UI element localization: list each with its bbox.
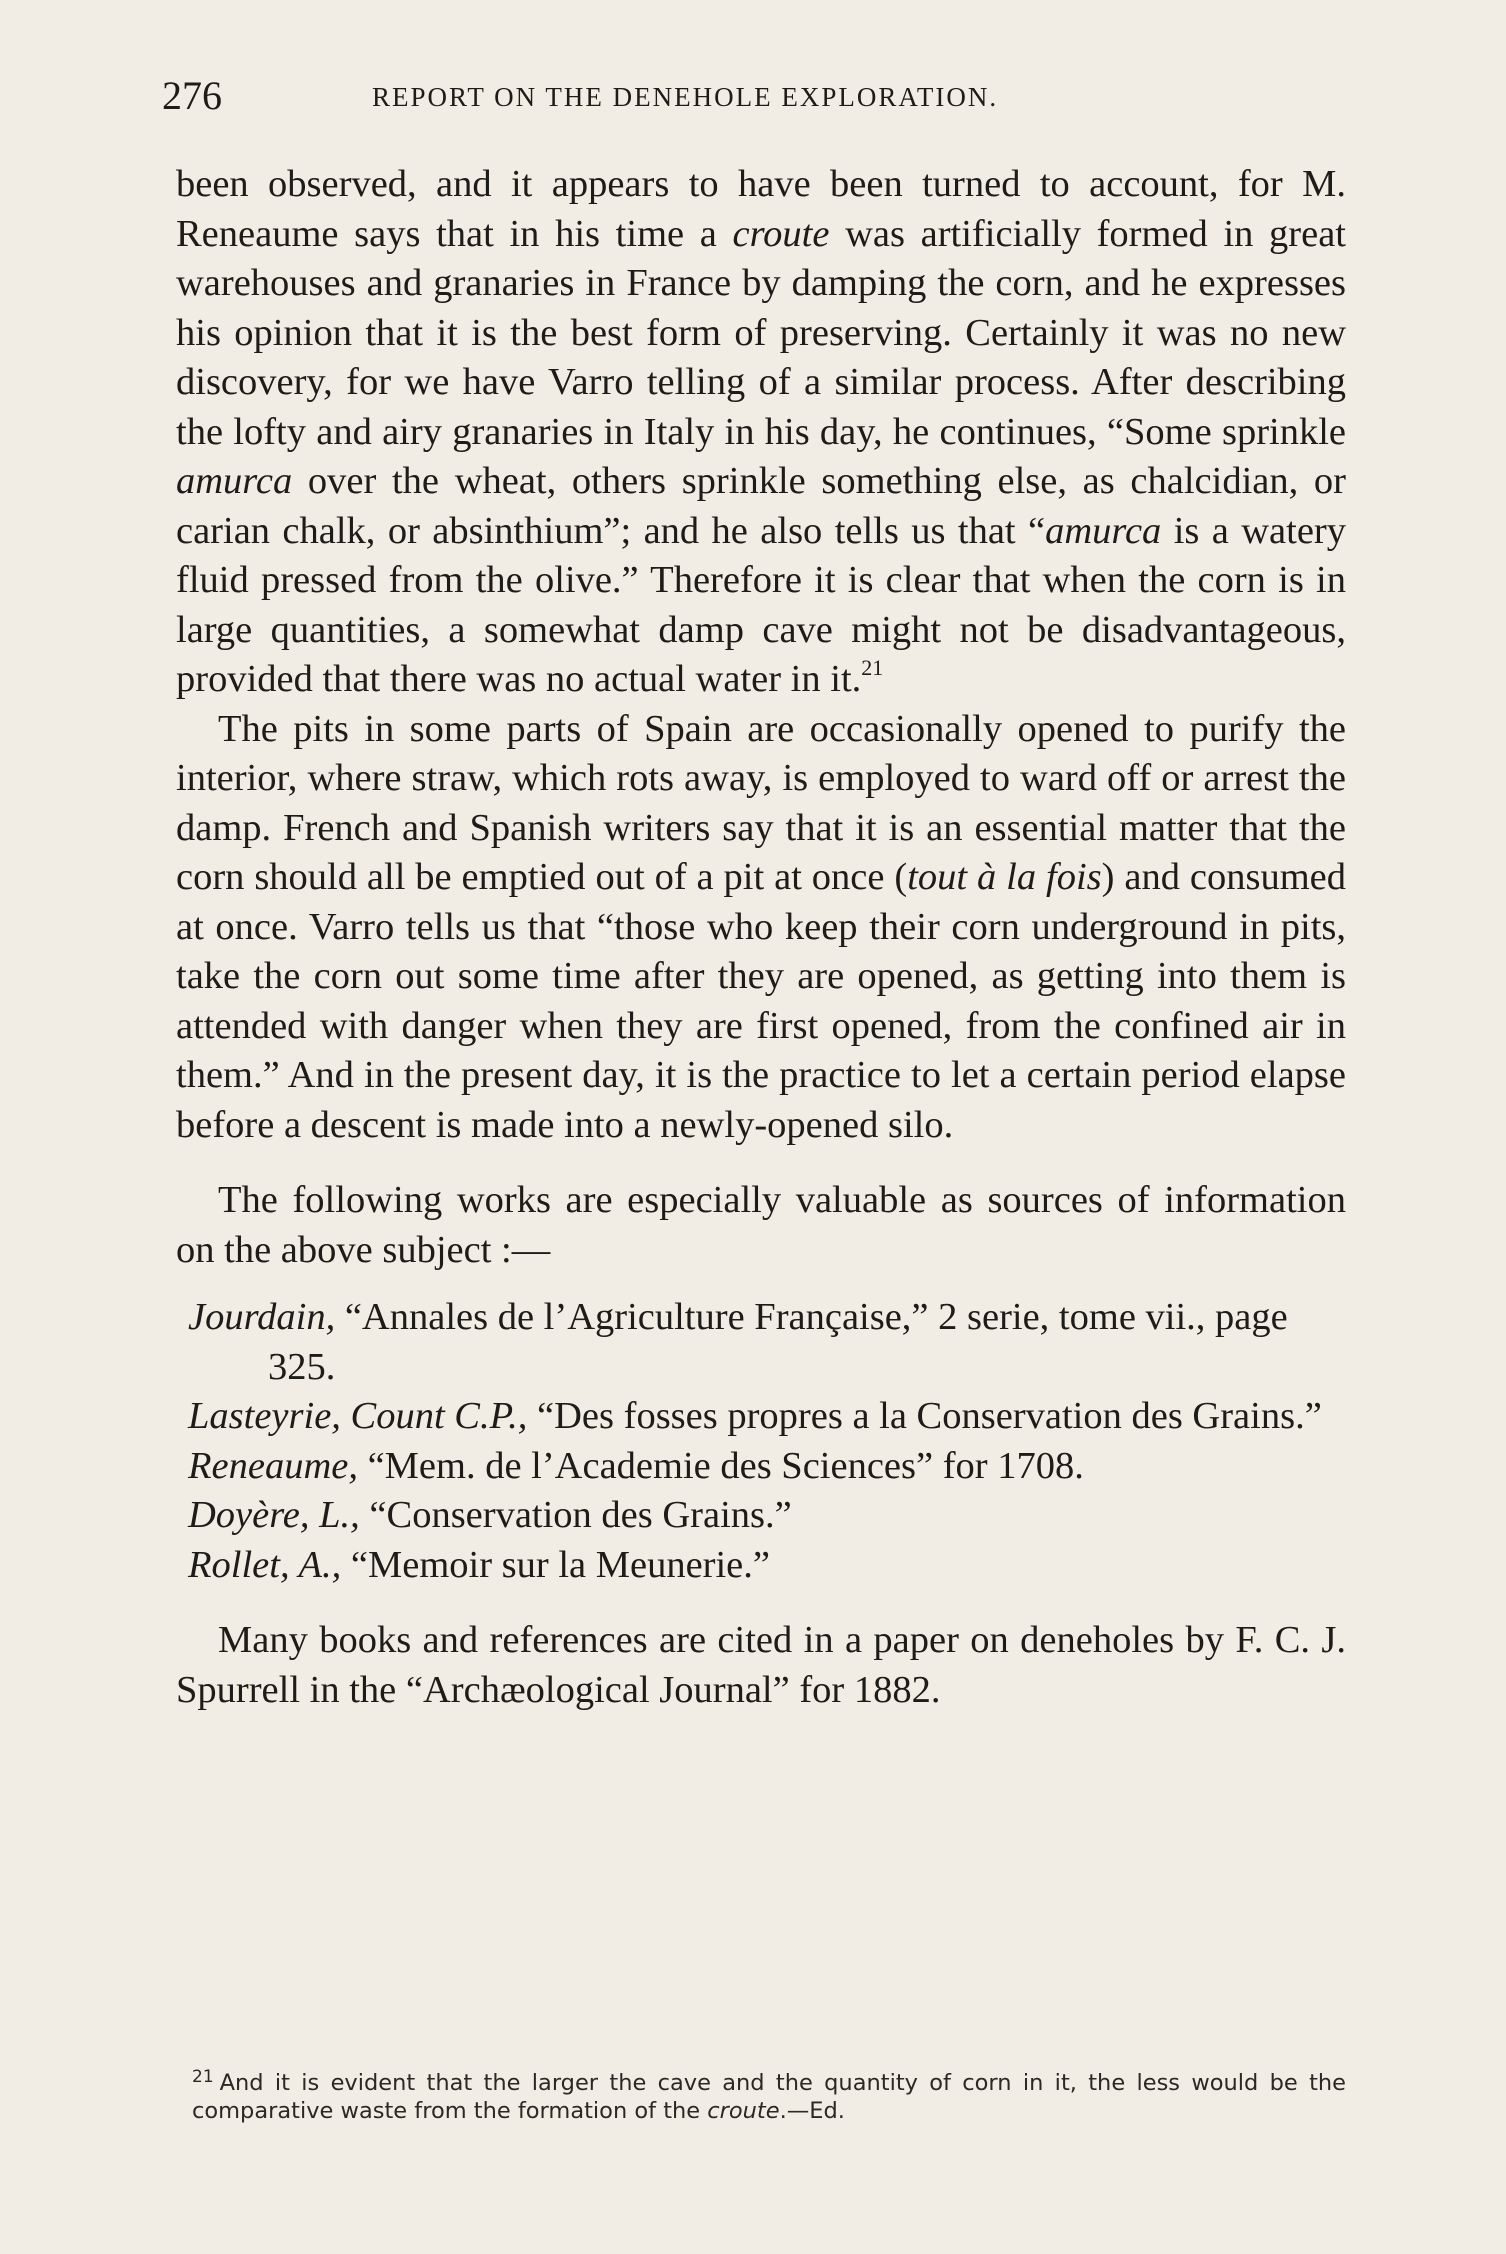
reference-author: Reneaume, [188, 1444, 358, 1487]
footnote-text-end: .—Ed. [779, 2098, 845, 2124]
text-run: been observed, and it appears to have been turned to account, for M. Reneaume says that in his time a [176, 163, 1346, 255]
reference-title: “Memoir sur la Meunerie.” [341, 1543, 770, 1586]
paragraph-4: Many books and references are cited in a paper on deneholes by F. C. J. Spurrell in the “Archæological Journal” for 1882. [176, 1619, 1346, 1711]
italic-term: croute [732, 212, 830, 255]
page-number: 276 [162, 73, 222, 118]
footnote [192, 2063, 1346, 2125]
reference-item [176, 1491, 1346, 1541]
text-run: The pits in some parts of Spain are occasionally opened to purify the interior, where straw, which rots away, is employed to ward off or arrest the damp. French and Spanish writers say that it is an essential matter that the corn should all be emptied out of a pit at once ( [176, 707, 1346, 898]
reference-title: “Des fosses propres a la Conservation des Grains.” [527, 1395, 1322, 1437]
reference-item [176, 1392, 1346, 1442]
reference-title: “Conservation des Grains.” [359, 1494, 792, 1536]
reference-item [176, 1442, 1346, 1492]
running-title: REPORT ON THE DENEHOLE EXPLORATION. [372, 82, 999, 112]
text-run: was artificially formed in great warehouses and granaries in France by damping the corn, and he expresses his opinion that it is the best form of preserving. Certainly it was no new discovery, for we have Varro telling of a similar process. After describing the lofty and airy granaries in Italy in his day, he continues, “Some sprinkle [176, 212, 1346, 453]
reference-list [176, 1293, 1346, 1590]
italic-term: tout à la fois [907, 856, 1102, 898]
reference-title: “Mem. de l’Academie des Sciences” for 1708. [357, 1444, 1084, 1487]
running-head [162, 72, 1332, 122]
reference-author: Rollet, A., [188, 1543, 342, 1586]
italic-term: amurca [1045, 509, 1162, 552]
reference-author: Doyère, L., [188, 1494, 360, 1536]
footnote-mark: 21 [192, 2067, 214, 2087]
italic-term: amurca [176, 460, 293, 502]
reference-item [176, 1541, 1346, 1591]
text-run: is a watery fluid pressed from the olive.” Therefore it is clear that when the corn is in large quantities, a somewhat damp cave might not be disadvantageous, provided that there was no actual water in it. [176, 509, 1346, 700]
reference-item [176, 1293, 1346, 1392]
reference-author: Jourdain, [188, 1296, 336, 1338]
text-run: over the wheat, others sprinkle something else, as chalcidian, or carian chalk, or absinthium”; and he also tells us that “ [176, 460, 1346, 552]
reference-author: Lasteyrie, Count C.P., [188, 1395, 528, 1437]
paragraph-2 [176, 705, 1346, 1151]
paragraph-3: The following works are especially valuable as sources of information on the above subject :— [176, 1179, 1346, 1271]
reference-title: “Annales de l’Agriculture Française,” 2 serie, tome vii., page 325. [268, 1296, 1288, 1388]
main-text [176, 160, 1346, 1715]
text-run: ) and consumed at once. Varro tells us that “those who keep their corn underground in pits, take the corn out some time after they are opened, as getting into them is attended with danger when they are first opened, from the confined air in them.” And in the present day, it is the practice to let a certain period elapse before a descent is made into a newly-opened silo. [176, 856, 1347, 1146]
footnote-reference: 21 [861, 655, 884, 680]
italic-term: croute [707, 2098, 780, 2124]
paragraph-1 [176, 160, 1346, 705]
footnote-text: And it is evident that the larger the cave and the quantity of corn in it, the less would be the comparative waste from the formation of the [192, 2070, 1346, 2124]
